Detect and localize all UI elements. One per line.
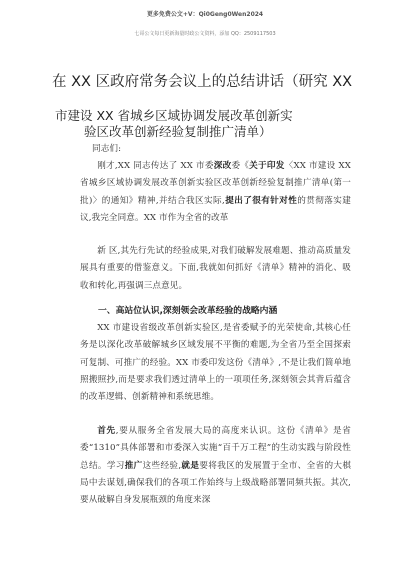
p1-text-e: 的贯彻落实建议,我完全同意。XX 市作为全省的改革	[80, 195, 351, 223]
paragraph-3: XX 市建设省级改革创新实验区,是省委赋予的光荣使命,其核心任务是以深化改革破解城乡区域发展不平衡的难题,为全省乃至全国探索可复制、可推广的经验。XX 市委印发这份《清单》,不是让我们简单地照搬照抄,而是要求我们透过清单上的一项项任务,深刻领会其背后蕴含的改革逻辑、创新精神和系统思维。	[80, 323, 351, 403]
paragraph-2: 新 区,其先行先试的经验成果,对我们破解发展难题、推动高质量发展具有重要的借鉴意义。下面,我就如何抓好《清单》精神的消化、吸收和转化,再强调三点意见。	[80, 246, 351, 291]
p1-text-d: 〈XX 市建设 XX 省城乡区域协调发展改革创新实验区改革创新经验复制推广清单(第一批)〉的通知》精神,并结合我区实际,	[80, 161, 351, 206]
p4-bold-3: 就是	[181, 460, 200, 471]
document-subtitle-line2: 验区改革创新经验复制推广清单）	[84, 124, 272, 139]
p4-text-a: ,要从服务全省发展大局的高度来认识。这份《清单》是省委“1310”具体部署和市委深入实施“百千万工程”的生动实践与阶段性总结。学习	[80, 426, 351, 471]
promo-subheader-line: 七哥公文每日更新海量时政公文资料，添加 QQ：2509117503	[134, 31, 276, 37]
p1-bold-2: 关于印发	[249, 161, 285, 171]
p1-bold-3: 提出了很有针对性	[224, 195, 298, 206]
document-title: 在 XX 区政府常务会议上的总结讲话（研究 XX	[52, 74, 353, 90]
p4-bold-1: 首先	[97, 426, 116, 436]
p1-bold-1: 深改	[213, 161, 232, 171]
p1-text-a: 刚才,XX 同志传达了 XX 市委	[97, 161, 214, 171]
p1-text-c: 委《	[231, 161, 250, 171]
greeting: 同志们:	[92, 144, 122, 154]
p4-text-d: 要将我区的发展置于全市、全省的大棋局中去谋划,确保我们的各项工作始终与上级战略部署同频共振。其次,要从破解自身发展瓶颈的角度来深	[80, 460, 352, 506]
paragraph-1	[80, 158, 351, 227]
p4-bold-2: 推广	[124, 460, 143, 471]
p4-text-c: 这些经验,	[142, 460, 182, 471]
promo-header-line: 更多免费公文+V：Qi0Geng0Wen2024	[146, 11, 264, 18]
section-heading-1: 一、高站位认识,深刻领会改革经验的战略内涵	[98, 306, 278, 316]
document-subtitle-line1: 市建设 XX 省城乡区域协调发展改革创新实	[55, 108, 293, 123]
paragraph-4	[80, 423, 351, 509]
